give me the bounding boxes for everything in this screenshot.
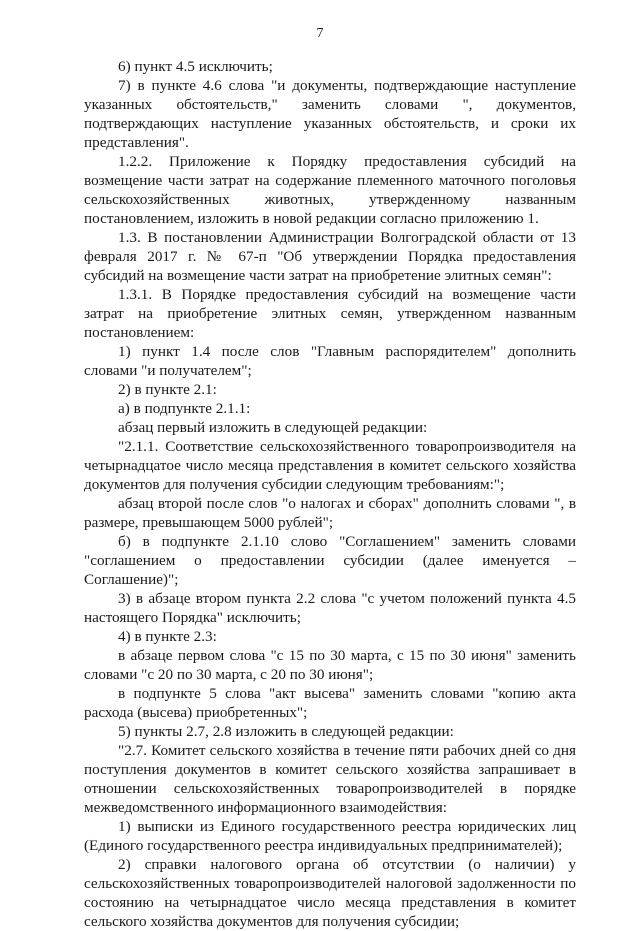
paragraph: 4) в пункте 2.3: <box>118 628 217 645</box>
paragraph: 1.2.2. Приложение к Порядку предоставления субсидий на возмещение части затрат на содержание племенного маточного поголовья сельскохозяйственных животных, утвержденному названным постановлением, изложить в новой редакции согласно приложению 1. <box>84 153 576 227</box>
paragraph: абзац второй после слов "о налогах и сборах" дополнить словами ", в размере, превышающем 5000 рублей"; <box>84 495 576 531</box>
paragraph: 3) в абзаце втором пункта 2.2 слова "с учетом положений пункта 4.5 настоящего Порядка" исключить; <box>84 590 576 626</box>
paragraph: 5) пункты 2.7, 2.8 изложить в следующей редакции: <box>118 723 454 740</box>
page-number: 7 <box>316 26 324 41</box>
paragraph: 2) справки налогового органа об отсутствии (о наличии) у сельскохозяйственных товаропроизводителей налоговой задолженности по состоянию на четырнадцатое число месяца представления в комитет сельского хозяйства документов для получения субсидии; <box>84 856 576 930</box>
paragraph: 7) в пункте 4.6 слова "и документы, подтверждающие наступление указанных обстоятельств," заменить словами ", документов, подтверждающих наступление указанных обстоятельств, и сроки их представления". <box>84 77 576 151</box>
paragraph: б) в подпункте 2.1.10 слово "Соглашением" заменить словами "соглашением о предоставлении субсидии (далее именуется – Соглашение)"; <box>84 533 576 588</box>
paragraph: 1) пункт 1.4 после слов "Главным распорядителем" дополнить словами "и получателем"; <box>84 343 576 379</box>
paragraph: "2.7. Комитет сельского хозяйства в течение пяти рабочих дней со дня поступления документов в комитет сельского хозяйства запрашивает в отношении сельскохозяйственных товаропроизводителей в порядке межведомственного информационного взаимодействия: <box>84 742 576 816</box>
paragraph: в подпункте 5 слова "акт высева" заменить словами "копию акта расхода (высева) приобретенных"; <box>84 685 576 721</box>
paragraph: 1) выписки из Единого государственного реестра юридических лиц (Единого государственного реестра индивидуальных предпринимателей); <box>84 818 576 854</box>
paragraph: 2) в пункте 2.1: <box>118 381 217 398</box>
paragraph: абзац первый изложить в следующей редакции: <box>118 419 428 436</box>
paragraph: 1.3.1. В Порядке предоставления субсидий на возмещение части затрат на приобретение элитных семян, утвержденном названным постановлением: <box>84 286 576 341</box>
paragraph: 1.3. В постановлении Администрации Волгоградской области от 13 февраля 2017 г. № 67-п "Об утверждении Порядка предоставления субсидий на возмещение части затрат на приобретение элитных семян": <box>84 229 576 284</box>
paragraph: а) в подпункте 2.1.1: <box>118 400 251 417</box>
paragraph: 6) пункт 4.5 исключить; <box>118 58 273 75</box>
document-body <box>84 57 576 931</box>
paragraph: "2.1.1. Соответствие сельскохозяйственного товаропроизводителя на четырнадцатое число месяца представления в комитет сельского хозяйства документов для получения субсидии следующим требованиям:"; <box>84 438 576 493</box>
paragraph: в абзаце первом слова "с 15 по 30 марта, с 15 по 30 июня" заменить словами "с 20 по 30 марта, с 20 по 30 июня"; <box>84 647 576 683</box>
